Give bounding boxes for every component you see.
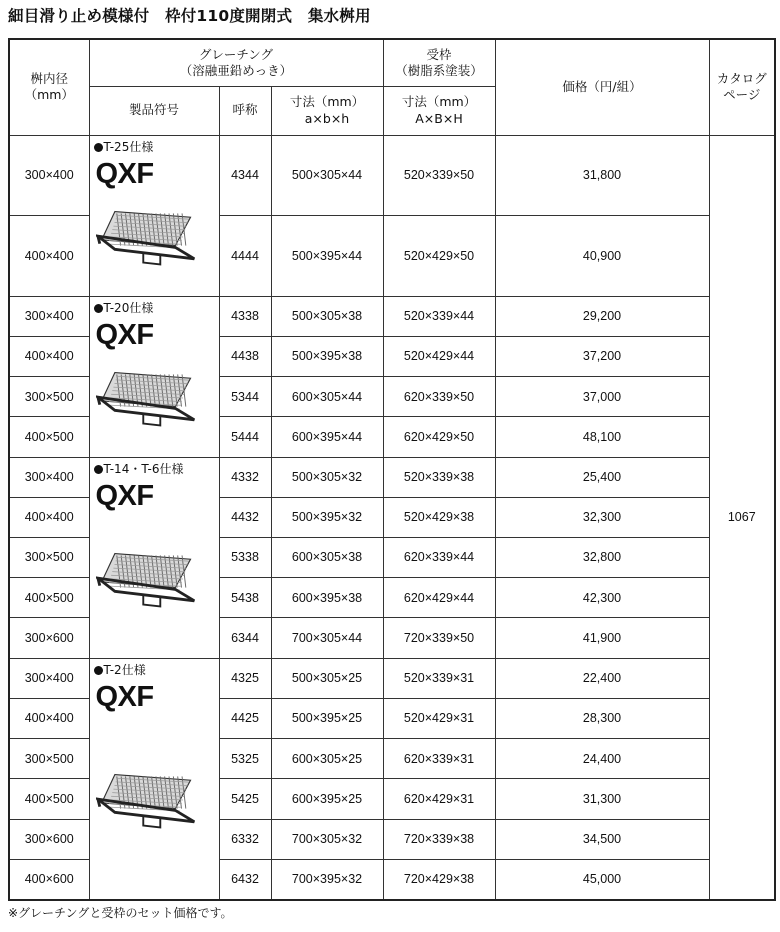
cell-frame-size: 520×429×50 — [383, 216, 495, 297]
cell-inner-diameter: 300×600 — [9, 819, 89, 859]
cell-inner-diameter: 400×400 — [9, 336, 89, 376]
header-inner-diameter: 桝内径 （mm） — [9, 39, 89, 135]
cell-grating-size: 600×305×44 — [271, 377, 383, 417]
header-frame: 受枠 （樹脂系塗装） — [383, 39, 495, 86]
cell-inner-diameter: 300×600 — [9, 618, 89, 658]
cell-frame-size: 520×339×50 — [383, 135, 495, 216]
cell-nominal: 4332 — [219, 457, 271, 497]
footnote: ※グレーチングと受枠のセット価格です。 — [8, 906, 233, 920]
cell-inner-diameter: 300×400 — [9, 296, 89, 336]
cell-frame-size: 520×429×38 — [383, 497, 495, 537]
cell-price: 22,400 — [495, 658, 709, 698]
cell-grating-size: 500×395×32 — [271, 497, 383, 537]
cell-grating-size: 600×395×44 — [271, 417, 383, 457]
product-code: QXF — [95, 479, 154, 512]
cell-nominal: 4444 — [219, 216, 271, 297]
cell-price: 32,800 — [495, 537, 709, 577]
cell-inner-diameter: 300×500 — [9, 739, 89, 779]
cell-price: 32,300 — [495, 497, 709, 537]
product-code: QXF — [95, 157, 154, 190]
cell-grating-size: 500×305×44 — [271, 135, 383, 216]
header-catalog: カタログ ページ — [709, 39, 775, 135]
cell-price: 34,500 — [495, 819, 709, 859]
header-grating-group: グレーチング （溶融亜鉛めっき） — [89, 39, 383, 86]
cell-inner-diameter: 300×500 — [9, 377, 89, 417]
cell-nominal: 5325 — [219, 739, 271, 779]
cell-nominal: 4432 — [219, 497, 271, 537]
cell-frame-size: 620×429×50 — [383, 417, 495, 457]
bullet-icon — [94, 666, 103, 675]
cell-inner-diameter: 400×500 — [9, 779, 89, 819]
cell-price: 28,300 — [495, 698, 709, 738]
grating-with-frame-image — [96, 206, 200, 270]
cell-nominal: 5444 — [219, 417, 271, 457]
cell-nominal: 5338 — [219, 537, 271, 577]
cell-grating-size: 600×395×38 — [271, 578, 383, 618]
table-row — [9, 135, 775, 216]
cell-nominal: 6344 — [219, 618, 271, 658]
cell-price: 42,300 — [495, 578, 709, 618]
cell-price: 31,300 — [495, 779, 709, 819]
spec-label: T-14・T-6仕様 — [94, 460, 184, 477]
cell-nominal: 4325 — [219, 658, 271, 698]
header-product-code: 製品符号 — [89, 86, 219, 135]
cell-grating-size: 700×305×44 — [271, 618, 383, 658]
price-table — [8, 38, 776, 901]
bullet-icon — [94, 143, 103, 152]
spec-label: T-20仕様 — [94, 299, 154, 316]
cell-grating-size: 600×305×25 — [271, 739, 383, 779]
cell-price: 40,900 — [495, 216, 709, 297]
cell-price: 41,900 — [495, 618, 709, 658]
cell-nominal: 5425 — [219, 779, 271, 819]
cell-frame-size: 620×429×44 — [383, 578, 495, 618]
header-price: 価格（円/組） — [495, 39, 709, 135]
page-title: 細目滑り止め模様付 枠付110度開閉式 集水桝用 — [8, 7, 371, 25]
spec-label: T-2仕様 — [94, 661, 146, 678]
cell-nominal: 5438 — [219, 578, 271, 618]
cell-frame-size: 620×339×50 — [383, 377, 495, 417]
cell-inner-diameter: 400×400 — [9, 216, 89, 297]
cell-frame-size: 520×429×31 — [383, 698, 495, 738]
cell-grating-size: 500×305×38 — [271, 296, 383, 336]
cell-frame-size: 520×339×31 — [383, 658, 495, 698]
cell-catalog-page: 1067 — [709, 135, 775, 900]
cell-frame-size: 620×339×44 — [383, 537, 495, 577]
cell-price: 48,100 — [495, 417, 709, 457]
cell-frame-size: 620×429×31 — [383, 779, 495, 819]
cell-grating-size: 500×305×25 — [271, 658, 383, 698]
cell-grating-size: 700×305×32 — [271, 819, 383, 859]
table-row — [9, 296, 775, 336]
cell-inner-diameter: 300×400 — [9, 135, 89, 216]
cell-grating-size: 500×395×44 — [271, 216, 383, 297]
bullet-icon — [94, 304, 103, 313]
cell-nominal: 5344 — [219, 377, 271, 417]
grating-with-frame-image — [96, 769, 200, 833]
cell-price: 25,400 — [495, 457, 709, 497]
cell-nominal: 4338 — [219, 296, 271, 336]
cell-product — [89, 457, 219, 658]
cell-frame-size: 520×339×44 — [383, 296, 495, 336]
header-nominal: 呼称 — [219, 86, 271, 135]
cell-product — [89, 658, 219, 900]
cell-inner-diameter: 300×400 — [9, 658, 89, 698]
cell-frame-size: 720×429×38 — [383, 859, 495, 899]
cell-frame-size: 720×339×50 — [383, 618, 495, 658]
cell-grating-size: 500×395×25 — [271, 698, 383, 738]
cell-inner-diameter: 400×400 — [9, 497, 89, 537]
cell-grating-size: 500×395×38 — [271, 336, 383, 376]
header-frame-size: 寸法（mm） A×B×H — [383, 86, 495, 135]
cell-frame-size: 720×339×38 — [383, 819, 495, 859]
product-code: QXF — [95, 318, 154, 351]
cell-grating-size: 500×305×32 — [271, 457, 383, 497]
grating-with-frame-image — [96, 367, 200, 431]
cell-inner-diameter: 300×400 — [9, 457, 89, 497]
cell-product — [89, 135, 219, 296]
product-code: QXF — [95, 680, 154, 713]
cell-nominal: 4438 — [219, 336, 271, 376]
cell-inner-diameter: 400×500 — [9, 578, 89, 618]
cell-inner-diameter: 300×500 — [9, 537, 89, 577]
cell-grating-size: 600×395×25 — [271, 779, 383, 819]
bullet-icon — [94, 465, 103, 474]
cell-inner-diameter: 400×600 — [9, 859, 89, 899]
cell-product — [89, 296, 219, 457]
cell-price: 29,200 — [495, 296, 709, 336]
cell-frame-size: 620×339×31 — [383, 739, 495, 779]
table-row — [9, 658, 775, 698]
spec-label: T-25仕様 — [94, 138, 154, 155]
cell-price: 37,200 — [495, 336, 709, 376]
cell-price: 31,800 — [495, 135, 709, 216]
cell-price: 24,400 — [495, 739, 709, 779]
cell-grating-size: 600×305×38 — [271, 537, 383, 577]
cell-grating-size: 700×395×32 — [271, 859, 383, 899]
cell-nominal: 6432 — [219, 859, 271, 899]
table-row — [9, 457, 775, 497]
cell-price: 37,000 — [495, 377, 709, 417]
cell-price: 45,000 — [495, 859, 709, 899]
cell-nominal: 4344 — [219, 135, 271, 216]
cell-nominal: 6332 — [219, 819, 271, 859]
cell-inner-diameter: 400×500 — [9, 417, 89, 457]
header-grating-size: 寸法（mm） a×b×h — [271, 86, 383, 135]
cell-inner-diameter: 400×400 — [9, 698, 89, 738]
cell-nominal: 4425 — [219, 698, 271, 738]
cell-frame-size: 520×429×44 — [383, 336, 495, 376]
grating-with-frame-image — [96, 548, 200, 612]
cell-frame-size: 520×339×38 — [383, 457, 495, 497]
